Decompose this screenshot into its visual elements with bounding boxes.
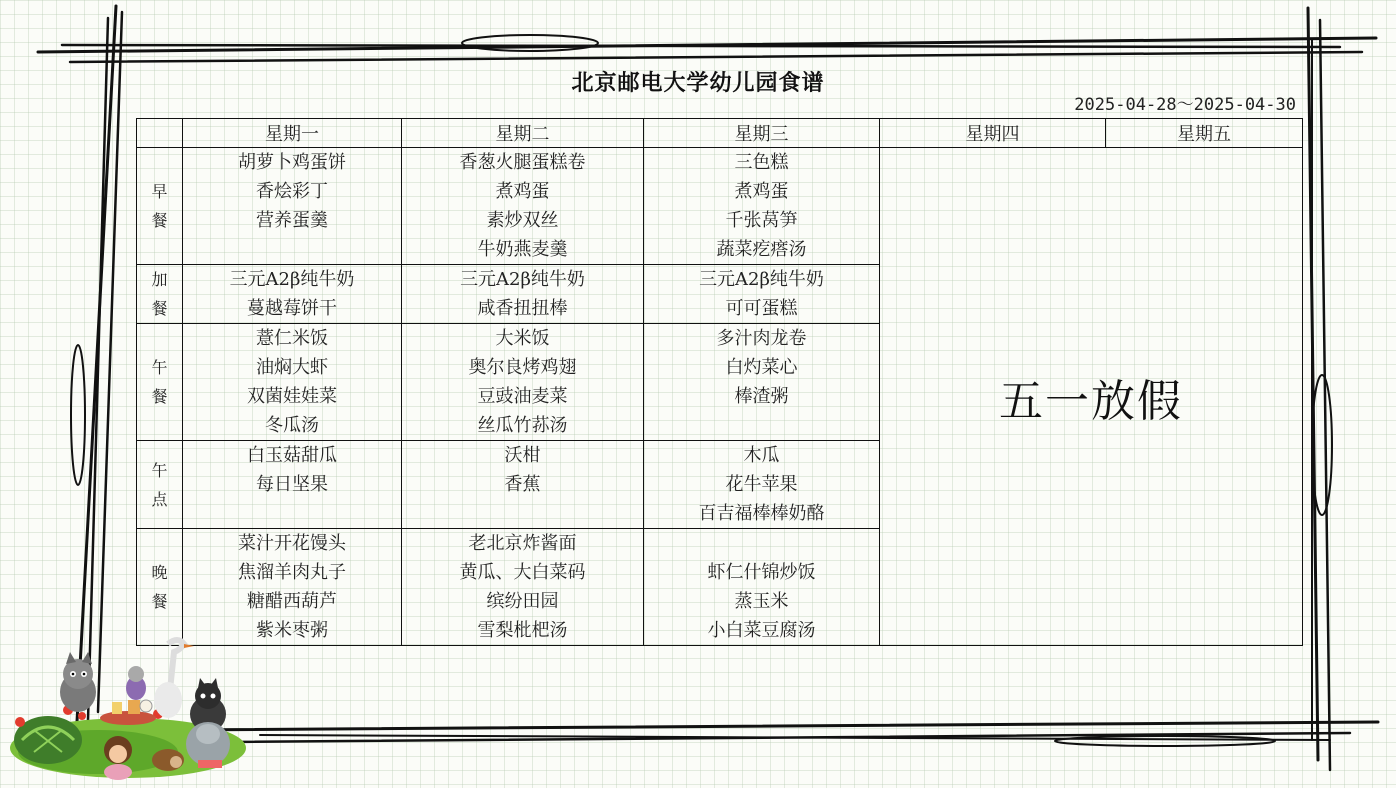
menu-cell <box>644 148 880 265</box>
date-range: 2025-04-28～2025-04-30 <box>1074 95 1296 115</box>
menu-item: 香烩彩丁 <box>256 181 328 202</box>
menu-item: 丝瓜竹荪汤 <box>477 415 568 436</box>
menu-cell <box>644 529 880 646</box>
menu-item: 三元A2β纯牛奶 <box>699 269 824 290</box>
holiday-notice: 五一放假 <box>880 148 1303 646</box>
menu-item: 沃柑 <box>504 445 541 466</box>
menu-item: 小白菜豆腐汤 <box>707 620 816 641</box>
menu-cell <box>183 148 402 265</box>
menu-item: 香葱火腿蛋糕卷 <box>459 152 586 173</box>
menu-cell <box>183 441 402 529</box>
picnic-illustration <box>8 630 270 782</box>
menu-item: 双菌娃娃菜 <box>247 386 337 407</box>
meal-label: 午 餐 <box>137 324 183 441</box>
menu-item: 菜汁开花馒头 <box>238 533 346 554</box>
menu-item: 胡萝卜鸡蛋饼 <box>238 152 346 173</box>
menu-item: 冬瓜汤 <box>265 415 319 436</box>
day-header: 星期五 <box>1106 119 1303 148</box>
menu-item: 三元A2β纯牛奶 <box>460 269 585 290</box>
day-header: 星期三 <box>644 119 880 148</box>
menu-item: 可可蛋糕 <box>725 298 798 319</box>
menu-cell <box>402 441 644 529</box>
menu-cell <box>402 265 644 324</box>
menu-cell <box>183 265 402 324</box>
menu-item: 多汁肉龙卷 <box>716 328 807 349</box>
menu-item: 棒渣粥 <box>734 386 789 407</box>
menu-cell <box>183 324 402 441</box>
menu-item: 大米饭 <box>495 328 550 349</box>
menu-item: 花牛苹果 <box>725 474 798 495</box>
page-title: 北京邮电大学幼儿园食谱 <box>571 70 825 96</box>
menu-item: 煮鸡蛋 <box>734 181 789 202</box>
menu-item: 蒸玉米 <box>734 591 789 612</box>
menu-item: 素炒双丝 <box>486 210 559 231</box>
menu-item: 营养蛋羹 <box>256 210 328 231</box>
table-header-row <box>137 119 1303 148</box>
menu-item: 黄瓜、大白菜码 <box>459 562 586 583</box>
menu-table <box>136 118 1303 646</box>
menu-cell <box>644 441 880 529</box>
menu-item: 奥尔良烤鸡翅 <box>468 357 577 378</box>
menu-item: 蔓越莓饼干 <box>247 298 337 319</box>
day-header: 星期二 <box>402 119 644 148</box>
menu-item: 煮鸡蛋 <box>495 181 550 202</box>
menu-cell <box>402 148 644 265</box>
meal-label: 晚 餐 <box>137 529 183 646</box>
menu-item: 三元A2β纯牛奶 <box>229 269 355 290</box>
menu-item: 糖醋西葫芦 <box>247 591 337 612</box>
menu-item: 千张莴笋 <box>725 210 798 231</box>
meal-label: 加 餐 <box>137 265 183 324</box>
menu-item: 虾仁什锦炒饭 <box>707 562 816 583</box>
menu-cell <box>644 324 880 441</box>
menu-cell <box>183 529 402 646</box>
menu-item: 木瓜 <box>743 445 780 466</box>
menu-item: 香蕉 <box>504 474 541 495</box>
menu-item: 油焖大虾 <box>256 357 328 378</box>
menu-item: 百吉福棒棒奶酪 <box>698 503 825 524</box>
day-header: 星期一 <box>183 119 402 148</box>
menu-item: 蔬菜疙瘩汤 <box>716 239 807 260</box>
menu-cell <box>644 265 880 324</box>
menu-item: 老北京炸酱面 <box>468 533 577 554</box>
table-row <box>137 148 1303 265</box>
menu-item <box>644 529 879 558</box>
day-header: 星期四 <box>880 119 1106 148</box>
menu-item: 紫米枣粥 <box>256 620 328 641</box>
menu-item: 薏仁米饭 <box>256 328 328 349</box>
menu-item: 牛奶燕麦羹 <box>477 239 568 260</box>
menu-cell <box>402 529 644 646</box>
corner-cell <box>137 119 183 148</box>
menu-item: 三色糕 <box>734 152 789 173</box>
menu-item: 每日坚果 <box>256 474 328 495</box>
menu-item: 雪梨枇杷汤 <box>477 620 568 641</box>
menu-item: 焦溜羊肉丸子 <box>238 562 346 583</box>
menu-item: 豆豉油麦菜 <box>477 386 568 407</box>
menu-item: 白灼菜心 <box>725 357 798 378</box>
menu-item: 白玉菇甜瓜 <box>247 445 337 466</box>
menu-item: 咸香扭扭棒 <box>477 298 568 319</box>
menu-item: 缤纷田园 <box>486 591 559 612</box>
meal-label: 早 餐 <box>137 148 183 265</box>
menu-cell <box>402 324 644 441</box>
meal-label: 午 点 <box>137 441 183 529</box>
